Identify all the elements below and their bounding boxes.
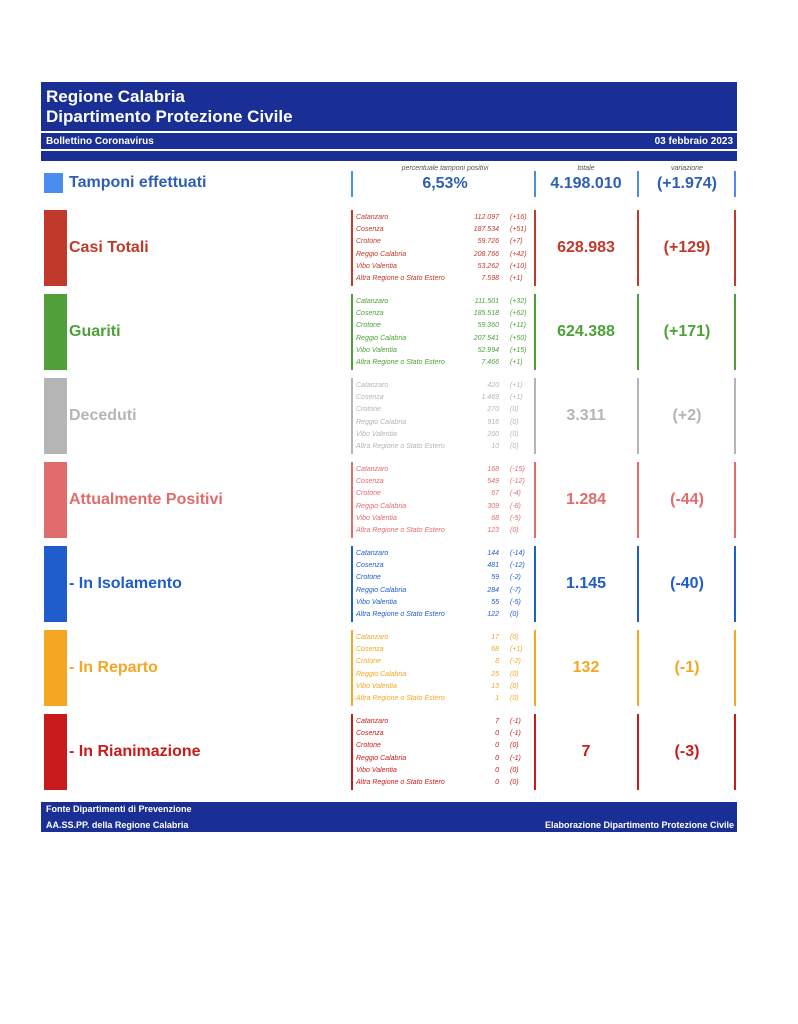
province-row <box>356 236 531 248</box>
province-name: Cosenza <box>356 730 384 738</box>
province-delta: (0) <box>510 526 519 534</box>
province-value: 200 <box>487 430 499 438</box>
province-delta: (-1) <box>510 754 521 762</box>
province-name: Vibo Valentia <box>356 430 397 438</box>
province-delta: (0) <box>510 610 519 618</box>
province-row <box>356 560 531 572</box>
province-value: 59.360 <box>477 322 499 330</box>
province-value: 25 <box>491 670 499 678</box>
section-color-bar <box>44 630 67 706</box>
section-label: Guariti <box>69 323 121 340</box>
province-delta: (-2) <box>510 574 521 582</box>
tamponi-total-value: 4.198.010 <box>550 175 622 192</box>
province-name: Reggio Calabria <box>356 418 407 426</box>
province-delta: (-1) <box>510 730 521 738</box>
section-total: 624.388 <box>557 323 615 340</box>
section-label: - In Rianimazione <box>69 743 201 760</box>
province-row <box>356 441 531 453</box>
section-casi <box>41 210 737 286</box>
province-list <box>356 296 531 369</box>
province-delta: (+16) <box>510 214 527 221</box>
bulletin-subtitle: Bollettino Coronavirus <box>46 135 154 147</box>
section-variation: (+2) <box>672 407 702 424</box>
province-name: Altra Regione o Stato Estero <box>356 442 445 450</box>
province-value: 0 <box>495 730 499 738</box>
province-value: 17 <box>491 634 499 641</box>
province-name: Reggio Calabria <box>356 670 407 678</box>
section-color-bar <box>44 546 67 622</box>
header-banner <box>41 82 737 131</box>
province-row <box>356 296 531 308</box>
province-row <box>356 333 531 345</box>
section-divider-left <box>351 546 353 622</box>
province-name: Crotone <box>356 658 381 666</box>
province-delta: (+1) <box>510 274 523 282</box>
province-list <box>356 716 531 789</box>
province-delta: (0) <box>510 634 519 641</box>
province-delta: (+10) <box>510 262 527 270</box>
section-total: 1.284 <box>565 491 607 508</box>
province-delta: (+1) <box>510 394 523 402</box>
province-row <box>356 740 531 752</box>
section-divider-end <box>734 546 736 622</box>
province-delta: (-5) <box>510 598 521 606</box>
province-name: Crotone <box>356 574 381 582</box>
province-delta: (-14) <box>510 550 525 557</box>
province-delta: (0) <box>510 430 519 438</box>
province-value: 8 <box>495 658 499 666</box>
section-divider-end <box>734 714 736 790</box>
province-delta: (+32) <box>510 298 527 305</box>
section-total: 628.983 <box>557 239 615 256</box>
province-row <box>356 632 531 644</box>
province-delta: (+7) <box>510 238 523 246</box>
tamponi-variation-value: (+1.974) <box>656 175 718 192</box>
tamponi-total-caption: totale <box>577 165 595 172</box>
section-reparto <box>41 630 737 706</box>
bulletin-date: 03 febbraio 2023 <box>654 135 733 147</box>
province-value: 7 <box>495 718 499 725</box>
province-row <box>356 417 531 429</box>
section-divider-left <box>351 378 353 454</box>
tamponi-color-bar <box>44 173 63 193</box>
province-value: 53.262 <box>477 262 499 270</box>
section-divider-end <box>734 294 736 370</box>
province-value: 112.097 <box>474 214 499 221</box>
province-row <box>356 572 531 584</box>
province-value: 10 <box>491 442 499 450</box>
province-name: Altra Regione o Stato Estero <box>356 526 445 534</box>
province-name: Vibo Valentia <box>356 682 397 690</box>
tamponi-divider-left <box>351 171 353 197</box>
province-value: 309 <box>487 502 499 510</box>
province-value: 0 <box>495 766 499 774</box>
province-value: 549 <box>487 478 499 486</box>
province-name: Crotone <box>356 322 381 330</box>
tamponi-pct-caption: percentuale tamponi positivi <box>401 165 489 172</box>
section-color-bar <box>44 294 67 370</box>
province-name: Crotone <box>356 490 381 498</box>
province-value: 0 <box>495 754 499 762</box>
section-divider-left <box>351 630 353 706</box>
province-delta: (0) <box>510 670 519 678</box>
tamponi-divider-end <box>734 171 736 197</box>
province-row <box>356 380 531 392</box>
province-row <box>356 392 531 404</box>
province-list <box>356 632 531 705</box>
province-row <box>356 644 531 656</box>
header-spacer <box>41 151 737 161</box>
section-variation: (-3) <box>674 743 700 760</box>
province-value: 208.766 <box>473 250 499 258</box>
section-label: Deceduti <box>69 407 137 424</box>
province-name: Catanzaro <box>356 634 389 641</box>
province-list <box>356 380 531 453</box>
province-value: 13 <box>491 682 499 690</box>
province-delta: (0) <box>510 442 519 450</box>
section-divider-end <box>734 378 736 454</box>
footer-bar <box>41 802 737 832</box>
province-delta: (+15) <box>510 346 527 354</box>
province-name: Crotone <box>356 742 381 750</box>
province-name: Reggio Calabria <box>356 754 407 762</box>
province-row <box>356 308 531 320</box>
province-row <box>356 464 531 476</box>
province-row <box>356 320 531 332</box>
province-value: 55 <box>491 598 499 606</box>
province-row <box>356 669 531 681</box>
province-delta: (-8) <box>510 502 521 510</box>
province-value: 1 <box>495 694 499 702</box>
province-row <box>356 777 531 789</box>
province-delta: (+51) <box>510 226 527 234</box>
section-isolamento <box>41 546 737 622</box>
province-delta: (+11) <box>510 322 527 330</box>
footer-source-line2: AA.SS.PP. della Regione Calabria <box>46 820 189 830</box>
province-name: Altra Regione o Stato Estero <box>356 610 445 618</box>
province-delta: (-4) <box>510 490 521 498</box>
province-delta: (+1) <box>510 382 523 389</box>
section-label: - In Reparto <box>69 659 158 676</box>
province-name: Crotone <box>356 238 381 246</box>
province-value: 59 <box>491 574 499 582</box>
section-divider-left <box>351 714 353 790</box>
province-name: Vibo Valentia <box>356 766 397 774</box>
province-value: 270 <box>487 406 499 414</box>
section-positivi <box>41 462 737 538</box>
province-name: Cosenza <box>356 394 384 402</box>
section-divider-end <box>734 462 736 538</box>
province-row <box>356 249 531 261</box>
sections-list <box>41 210 737 790</box>
section-divider-left <box>351 210 353 286</box>
province-value: 144 <box>487 550 499 557</box>
province-delta: (0) <box>510 682 519 690</box>
province-row <box>356 728 531 740</box>
province-value: 7.466 <box>481 358 499 366</box>
department-title: Dipartimento Protezione Civile <box>46 107 293 126</box>
province-list <box>356 212 531 285</box>
province-name: Vibo Valentia <box>356 262 397 270</box>
province-delta: (+1) <box>510 358 523 366</box>
province-value: 168 <box>487 466 499 473</box>
province-row <box>356 501 531 513</box>
province-name: Altra Regione o Stato Estero <box>356 274 445 282</box>
province-delta: (-2) <box>510 658 521 666</box>
province-value: 67 <box>491 490 499 498</box>
tamponi-label: Tamponi effettuati <box>69 174 207 191</box>
province-name: Reggio Calabria <box>356 502 407 510</box>
province-value: 1.469 <box>481 394 499 402</box>
province-value: 185.518 <box>473 310 499 318</box>
section-variation: (-1) <box>674 659 700 676</box>
province-name: Vibo Valentia <box>356 598 397 606</box>
province-row <box>356 716 531 728</box>
province-delta: (0) <box>510 742 519 750</box>
province-name: Altra Regione o Stato Estero <box>356 778 445 786</box>
province-delta: (0) <box>510 694 519 702</box>
section-divider-end <box>734 630 736 706</box>
province-value: 0 <box>495 778 499 786</box>
province-name: Cosenza <box>356 226 384 234</box>
province-delta: (+42) <box>510 250 527 258</box>
tamponi-row <box>41 161 737 202</box>
province-delta: (+50) <box>510 334 527 342</box>
province-delta: (-12) <box>510 562 525 570</box>
tamponi-var-caption: variazione <box>671 165 703 172</box>
section-total: 1.145 <box>565 575 607 592</box>
section-color-bar <box>44 378 67 454</box>
section-variation: (+171) <box>663 323 711 340</box>
province-row <box>356 753 531 765</box>
province-row <box>356 404 531 416</box>
province-value: 68 <box>491 514 499 522</box>
province-delta: (-15) <box>510 466 525 473</box>
province-value: 481 <box>487 562 499 570</box>
province-delta: (+1) <box>510 646 523 654</box>
section-color-bar <box>44 210 67 286</box>
section-rianimazione <box>41 714 737 790</box>
province-row <box>356 476 531 488</box>
province-value: 284 <box>487 586 499 594</box>
province-delta: (-1) <box>510 718 521 725</box>
province-name: Catanzaro <box>356 466 389 473</box>
province-name: Cosenza <box>356 478 384 486</box>
province-value: 7.598 <box>481 274 499 282</box>
province-name: Catanzaro <box>356 718 389 725</box>
bulletin-sheet <box>41 82 737 832</box>
province-row <box>356 513 531 525</box>
province-name: Cosenza <box>356 562 384 570</box>
province-name: Vibo Valentia <box>356 514 397 522</box>
province-name: Vibo Valentia <box>356 346 397 354</box>
section-guariti <box>41 294 737 370</box>
province-name: Altra Regione o Stato Estero <box>356 694 445 702</box>
province-delta: (-5) <box>510 514 521 522</box>
province-row <box>356 357 531 369</box>
footer-credit: Elaborazione Dipartimento Protezione Civile <box>544 820 734 830</box>
province-value: 916 <box>487 418 499 426</box>
province-row <box>356 548 531 560</box>
province-value: 52.994 <box>477 346 499 354</box>
section-label: Casi Totali <box>69 239 149 256</box>
section-variation: (-40) <box>670 575 704 592</box>
province-name: Reggio Calabria <box>356 334 407 342</box>
region-title: Regione Calabria <box>46 87 185 106</box>
province-row <box>356 345 531 357</box>
province-delta: (0) <box>510 766 519 774</box>
section-color-bar <box>44 462 67 538</box>
province-value: 59.726 <box>477 238 499 246</box>
footer-source-line1: Fonte Dipartimenti di Prevenzione <box>46 804 192 814</box>
province-name: Altra Regione o Stato Estero <box>356 358 445 366</box>
tamponi-pct-value: 6,53% <box>422 175 468 192</box>
province-row <box>356 488 531 500</box>
province-value: 207.541 <box>473 334 499 342</box>
section-divider-left <box>351 294 353 370</box>
province-delta: (0) <box>510 778 519 786</box>
province-value: 187.534 <box>473 226 499 234</box>
province-name: Crotone <box>356 406 381 414</box>
province-list <box>356 548 531 621</box>
province-value: 420 <box>487 382 499 389</box>
province-name: Catanzaro <box>356 382 389 389</box>
province-row <box>356 224 531 236</box>
province-row <box>356 525 531 537</box>
province-list <box>356 464 531 537</box>
province-row <box>356 609 531 621</box>
province-value: 0 <box>495 742 499 750</box>
section-variation: (+129) <box>663 239 711 256</box>
province-delta: (+62) <box>510 310 527 318</box>
section-divider-left <box>351 462 353 538</box>
province-name: Reggio Calabria <box>356 250 407 258</box>
section-total: 132 <box>572 659 600 676</box>
province-value: 111.501 <box>474 298 499 305</box>
province-value: 122 <box>487 610 499 618</box>
section-label: Attualmente Positivi <box>69 491 223 508</box>
province-row <box>356 585 531 597</box>
province-row <box>356 765 531 777</box>
province-name: Cosenza <box>356 310 384 318</box>
province-row <box>356 656 531 668</box>
section-divider-end <box>734 210 736 286</box>
province-name: Catanzaro <box>356 214 389 221</box>
province-delta: (0) <box>510 406 519 414</box>
section-label: - In Isolamento <box>69 575 182 592</box>
province-row <box>356 273 531 285</box>
province-row <box>356 693 531 705</box>
province-delta: (-12) <box>510 478 525 486</box>
province-value: 68 <box>491 646 499 654</box>
section-color-bar <box>44 714 67 790</box>
province-row <box>356 212 531 224</box>
section-total: 7 <box>581 743 591 760</box>
province-name: Reggio Calabria <box>356 586 407 594</box>
province-row <box>356 261 531 273</box>
province-row <box>356 597 531 609</box>
province-name: Catanzaro <box>356 298 389 305</box>
subheader-bar <box>41 133 737 149</box>
province-delta: (-7) <box>510 586 521 594</box>
province-name: Cosenza <box>356 646 384 654</box>
section-total: 3.311 <box>566 407 606 424</box>
province-value: 123 <box>487 526 499 534</box>
province-name: Catanzaro <box>356 550 389 557</box>
section-variation: (-44) <box>670 491 704 508</box>
province-row <box>356 429 531 441</box>
province-row <box>356 681 531 693</box>
section-deceduti <box>41 378 737 454</box>
province-delta: (0) <box>510 418 519 426</box>
